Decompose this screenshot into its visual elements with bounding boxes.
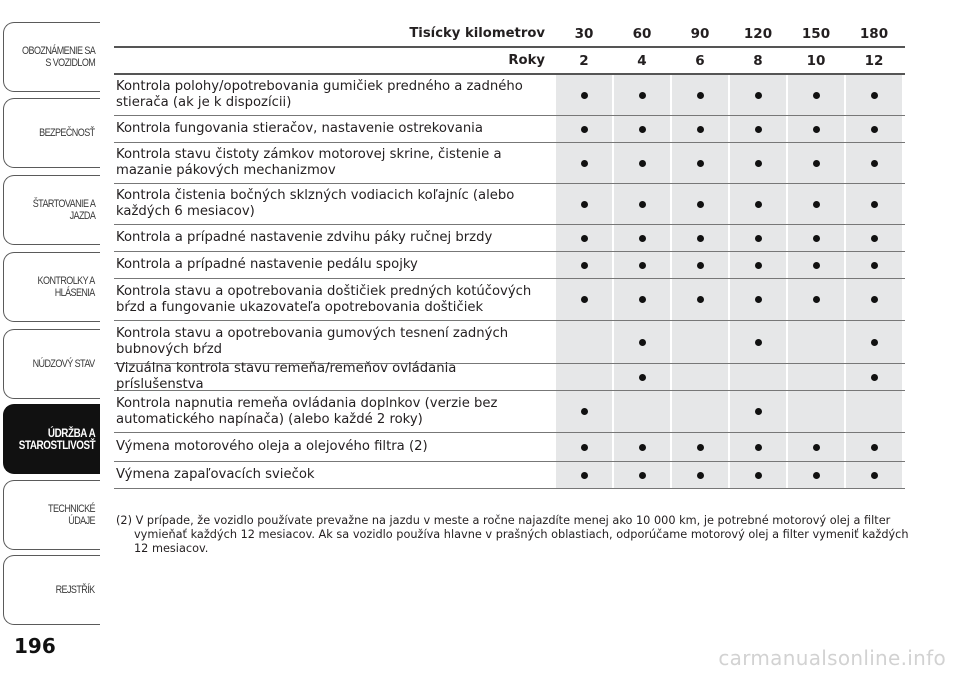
interval-cell [613,184,671,224]
row-marks [555,364,903,390]
interval-cell [613,391,671,432]
required-bullet-icon [755,408,762,415]
interval-cell [845,321,903,363]
required-bullet-icon [639,374,646,381]
required-bullet-icon [639,92,646,99]
kilometers-value: 120 [743,26,773,42]
kilometers-header-label: Tisícky kilometrov [409,26,545,41]
chapter-tabs [0,0,100,678]
interval-cell [671,462,729,488]
row-label: Kontrola a prípadné nastavenie zdvihu páky ručnej brzdy [116,230,493,245]
required-bullet-icon [755,160,762,167]
footnote-text: (2) V prípade, že vozidlo používate prevažne na jazdu v meste a ročne najazdíte menej ako 10 000 km, je potrebné motorový olej a filter vymieňať každých 12 mesiacov. Ak sa vozidlo používa hlavne v prašných oblastiach, odporúčame motorový olej a filter vymeniť každých 12 mesiacov. [116,514,909,555]
interval-cell [845,116,903,142]
required-bullet-icon [697,262,704,269]
chapter-tab-label: REJSTŘÍK [55,584,95,596]
kilometers-value: 150 [801,26,831,42]
table-row [114,279,905,321]
chapter-tab-label: BEZPEČNOSŤ [39,127,95,139]
required-bullet-icon [871,296,878,303]
required-bullet-icon [871,472,878,479]
required-bullet-icon [755,201,762,208]
row-marks [555,462,903,488]
years-value: 2 [579,52,589,69]
interval-cell [671,225,729,251]
chapter-tab-label: NÚDZOVÝ STAV [33,358,95,370]
interval-cell [671,321,729,363]
required-bullet-icon [697,235,704,242]
interval-cell [729,279,787,320]
chapter-tab-4[interactable] [3,252,100,322]
required-bullet-icon [755,296,762,303]
interval-cell [555,279,613,320]
years-value: 8 [753,52,763,69]
required-bullet-icon [871,374,878,381]
interval-cell [671,433,729,461]
kilometers-values [555,22,903,46]
interval-cell [845,225,903,251]
chapter-tab-label: OBOZNÁMENIE SA S VOZIDLOM [21,45,95,69]
kilometers-value: 60 [632,26,652,42]
chapter-tab-8[interactable] [3,555,100,625]
interval-cell [671,75,729,115]
row-marks [555,391,903,432]
table-row [114,462,905,489]
table-row [114,225,905,252]
required-bullet-icon [697,472,704,479]
interval-cell [787,391,845,432]
row-label: Kontrola stavu a opotrebovania gumových tesnení zadných bubnových bŕzd [116,326,509,357]
row-label: Výmena zapaľovacích sviečok [116,467,315,482]
chapter-tab-5[interactable] [3,329,100,399]
interval-cell [845,462,903,488]
row-marks [555,225,903,251]
required-bullet-icon [813,160,820,167]
years-values [555,48,903,73]
row-label: Kontrola čistenia bočných sklzných vodiacich koľajníc (alebo každých 6 mesiacov) [116,188,515,219]
years-value: 10 [806,52,826,69]
table-row [114,321,905,364]
interval-cell [729,321,787,363]
header-row-kilometers [114,22,905,48]
chapter-tab-1[interactable] [3,22,100,92]
interval-cell [787,75,845,115]
interval-cell [787,225,845,251]
row-label: Kontrola stavu a opotrebovania doštičiek predných kotúčových bŕzd a fungovanie ukazovateľa opotrebovania doštičiek [116,283,532,315]
interval-cell [787,364,845,390]
required-bullet-icon [871,160,878,167]
kilometers-value: 30 [574,26,594,42]
required-bullet-icon [871,339,878,346]
required-bullet-icon [813,472,820,479]
row-marks [555,143,903,183]
required-bullet-icon [581,472,588,479]
interval-cell [555,252,613,278]
interval-cell [729,364,787,390]
required-bullet-icon [639,160,646,167]
chapter-tab-3[interactable] [3,175,100,245]
required-bullet-icon [697,201,704,208]
chapter-tab-label: TECHNICKÉ ÚDAJE [48,503,95,527]
row-label: Kontrola polohy/opotrebovania gumičiek predného a zadného stierača (ak je k dispozícii) [116,79,523,110]
interval-cell [555,462,613,488]
interval-cell [613,462,671,488]
interval-cell [845,75,903,115]
interval-cell [671,364,729,390]
interval-cell [613,75,671,115]
row-marks [555,252,903,278]
required-bullet-icon [813,126,820,133]
required-bullet-icon [697,92,704,99]
row-marks [555,116,903,142]
table-row [114,252,905,279]
interval-cell [613,116,671,142]
interval-cell [671,279,729,320]
row-label: Kontrola stavu čistoty zámkov motorovej skrine, čistenie a mazanie pákových mechanizmov [116,147,502,178]
interval-cell [613,225,671,251]
row-marks [555,321,903,363]
interval-cell [671,143,729,183]
interval-cell [845,252,903,278]
row-label: Vizuálna kontrola stavu remeňa/remeňov ovládania príslušenstva [116,361,457,392]
interval-cell [613,252,671,278]
table-row [114,361,905,392]
table-row [114,143,905,184]
table-row [114,75,905,116]
interval-cell [729,143,787,183]
interval-cell [787,116,845,142]
required-bullet-icon [755,235,762,242]
required-bullet-icon [581,444,588,451]
years-value: 12 [864,52,884,69]
chapter-tab-label: KONTROLKY A HLÁSENIA [37,275,95,299]
required-bullet-icon [639,126,646,133]
interval-cell [787,143,845,183]
required-bullet-icon [813,92,820,99]
interval-cell [613,364,671,390]
interval-cell [729,462,787,488]
interval-cell [555,75,613,115]
required-bullet-icon [871,92,878,99]
required-bullet-icon [755,126,762,133]
required-bullet-icon [755,444,762,451]
required-bullet-icon [581,126,588,133]
required-bullet-icon [581,408,588,415]
table-row [114,433,905,462]
interval-cell [729,391,787,432]
years-value: 6 [695,52,705,69]
row-marks [555,433,903,461]
row-label: Kontrola a prípadné nastavenie pedálu spojky [116,257,418,272]
interval-cell [555,433,613,461]
watermark: carmanualsonline.info [718,646,946,670]
page-number: 196 [14,634,56,658]
required-bullet-icon [755,472,762,479]
required-bullet-icon [639,444,646,451]
years-value: 4 [637,52,647,69]
kilometers-value: 180 [859,26,889,42]
interval-cell [671,184,729,224]
interval-cell [613,143,671,183]
kilometers-value: 90 [690,26,710,42]
required-bullet-icon [581,235,588,242]
required-bullet-icon [639,262,646,269]
chapter-tab-7[interactable] [3,480,100,550]
required-bullet-icon [581,160,588,167]
required-bullet-icon [639,201,646,208]
interval-cell [787,252,845,278]
interval-cell [555,143,613,183]
row-marks [555,184,903,224]
interval-cell [729,252,787,278]
required-bullet-icon [697,126,704,133]
footnote [116,514,912,556]
required-bullet-icon [813,235,820,242]
interval-cell [845,391,903,432]
interval-cell [613,321,671,363]
interval-cell [729,116,787,142]
interval-cell [787,462,845,488]
interval-cell [845,433,903,461]
required-bullet-icon [581,92,588,99]
required-bullet-icon [639,235,646,242]
required-bullet-icon [871,235,878,242]
interval-cell [613,279,671,320]
table-row [114,184,905,225]
maintenance-table [114,22,905,489]
required-bullet-icon [755,339,762,346]
required-bullet-icon [813,262,820,269]
chapter-tab-2[interactable] [3,98,100,168]
interval-cell [613,433,671,461]
interval-cell [555,321,613,363]
chapter-tab-6[interactable] [3,404,100,474]
interval-cell [787,321,845,363]
row-label: Výmena motorového oleja a olejového filtra (2) [116,439,428,454]
required-bullet-icon [581,201,588,208]
required-bullet-icon [813,201,820,208]
required-bullet-icon [871,444,878,451]
row-marks [555,75,903,115]
table-row [114,391,905,433]
interval-cell [845,143,903,183]
required-bullet-icon [639,296,646,303]
years-header-label: Roky [508,52,545,68]
interval-cell [787,184,845,224]
interval-cell [787,279,845,320]
required-bullet-icon [639,472,646,479]
interval-cell [671,391,729,432]
required-bullet-icon [755,92,762,99]
required-bullet-icon [581,262,588,269]
header-row-years [114,48,905,75]
interval-cell [555,116,613,142]
required-bullet-icon [697,444,704,451]
interval-cell [671,252,729,278]
interval-cell [845,184,903,224]
row-marks [555,279,903,320]
interval-cell [845,279,903,320]
row-label: Kontrola fungovania stieračov, nastavenie ostrekovania [116,121,483,136]
required-bullet-icon [813,296,820,303]
interval-cell [729,75,787,115]
interval-cell [729,225,787,251]
interval-cell [555,225,613,251]
required-bullet-icon [871,126,878,133]
table-row [114,116,905,143]
required-bullet-icon [755,262,762,269]
required-bullet-icon [639,339,646,346]
interval-cell [555,364,613,390]
chapter-tab-label: ŠTARTOVANIE A JAZDA [32,198,95,222]
chapter-tab-label: ÚDRŽBA A STAROSTLIVOSŤ [18,426,95,452]
interval-cell [555,184,613,224]
interval-cell [729,433,787,461]
required-bullet-icon [871,262,878,269]
interval-cell [671,116,729,142]
interval-cell [845,364,903,390]
interval-cell [555,391,613,432]
table-body [114,75,905,489]
required-bullet-icon [871,201,878,208]
required-bullet-icon [581,296,588,303]
required-bullet-icon [697,296,704,303]
interval-cell [729,184,787,224]
interval-cell [787,433,845,461]
required-bullet-icon [813,444,820,451]
required-bullet-icon [697,160,704,167]
row-label: Kontrola napnutia remeňa ovládania doplnkov (verzie bez automatického napínača) (alebo každé 2 roky) [116,395,498,427]
